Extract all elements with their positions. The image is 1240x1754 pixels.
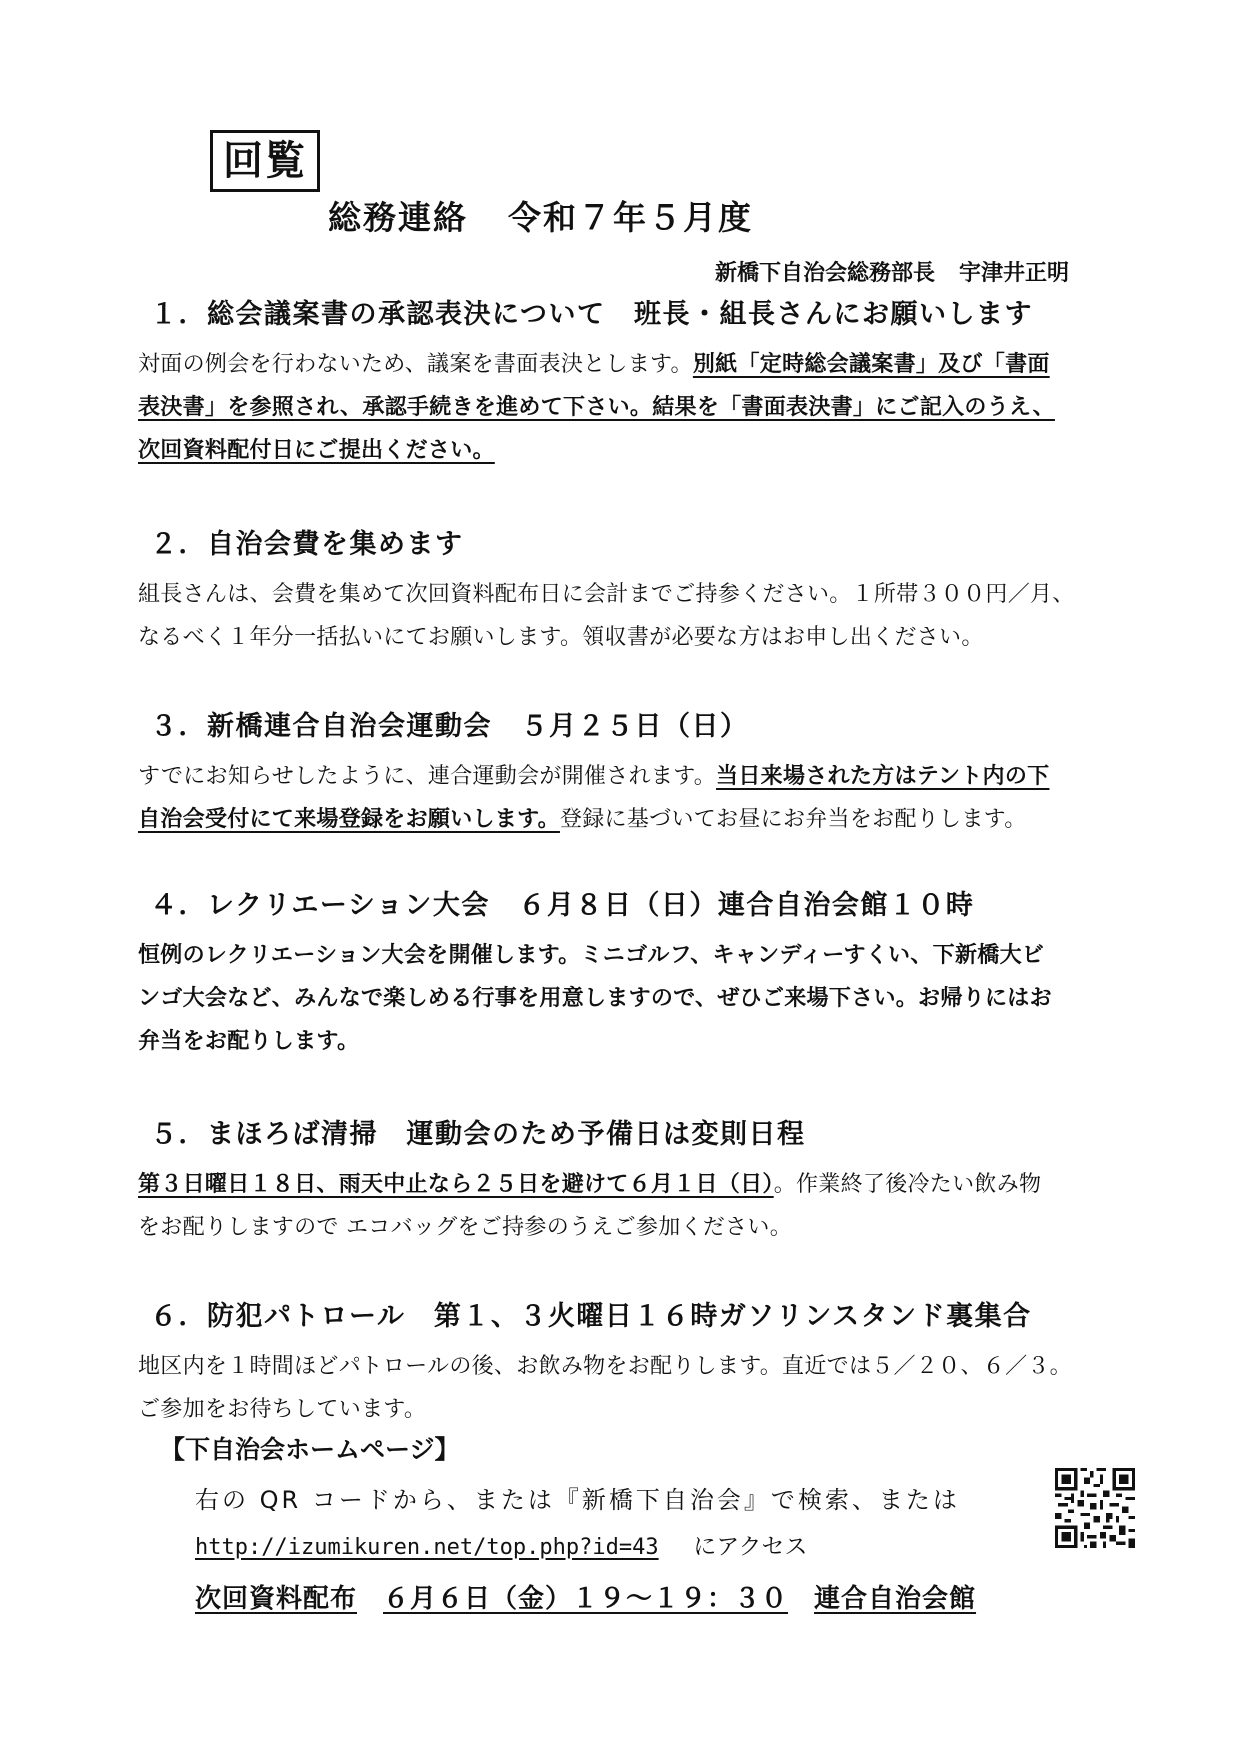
section-heading: ５．まほろば清掃 運動会のため予備日は変則日程 [150, 1119, 806, 1150]
next-distribution-label: 次回資料配布 [195, 1584, 358, 1614]
body-line: 弁当をお配りします。 [138, 1029, 360, 1054]
body-line: ンゴ大会など、みんなで楽しめる行事を用意しますので、ぜひご来場下さい。お帰りにはお [138, 986, 1052, 1011]
body-line-underlined: 表決書」を参照され、承認手続きを進めて下さい。結果を「書面表決書」にご記入のうえ、 [138, 395, 1055, 420]
body-line: 地区内を１時間ほどパトロールの後、お飲み物をお配りします。直近では５／２０、６／３。 [138, 1354, 1072, 1379]
homepage-instructions: 右の QR コードから、または『新橋下自治会』で検索、または [195, 1486, 960, 1514]
document-title [328, 192, 753, 239]
body-text-underlined: 別紙「定時総会議案書」及び「書面 [692, 352, 1050, 377]
section-6 [138, 1294, 1168, 1431]
section-4 [138, 883, 1168, 1063]
section-heading: ４．レクリエーション大会 ６月８日（日）連合自治会館１０時 [150, 890, 975, 921]
section-2 [138, 522, 1168, 659]
title-main: 総務連絡 [328, 198, 468, 237]
author-org: 新橋下自治会総務部長 [715, 261, 936, 286]
body-text: 登録に基づいてお昼にお弁当をお配りします。 [559, 807, 1027, 832]
title-period: 令和７年５月度 [508, 198, 753, 237]
body-line [138, 798, 1168, 841]
author-name: 宇津井正明 [959, 261, 1070, 286]
body-line: なるべく１年分一括払いにてお願いします。領収書が必要な方はお申し出ください。 [138, 625, 984, 650]
next-distribution-date: ６月６日（金）１９～１９：３０ [383, 1584, 789, 1614]
body-text-underlined: 当日来場された方はテント内の下 [716, 764, 1050, 789]
section-heading: ２．自治会費を集めます [150, 529, 464, 560]
body-line: 恒例のレクリエーション大会を開催します。ミニゴルフ、キャンディーすくい、下新橋大ビ [138, 943, 1045, 968]
section-body [138, 1345, 1168, 1431]
section-body [138, 934, 1168, 1063]
section-body [138, 1163, 1168, 1249]
homepage-url-link[interactable]: http://izumikuren.net/top.php?id=43 [195, 1535, 659, 1560]
section-5 [138, 1112, 1168, 1249]
section-body [138, 755, 1168, 841]
body-line: 組長さんは、会費を集めて次回資料配布日に会計までご持参ください。１所帯３００円／月、 [138, 582, 1075, 607]
qr-code-icon[interactable] [1055, 1468, 1135, 1548]
section-3 [138, 704, 1168, 841]
homepage-access-text: にアクセス [693, 1534, 808, 1560]
author-line [715, 256, 1069, 287]
circulation-stamp: 回覧 [210, 130, 320, 192]
body-text: 対面の例会を行わないため、議案を書面表決とします。 [138, 352, 693, 377]
body-text-underlined: 自治会受付にて来場登録をお願いします。 [138, 807, 560, 832]
homepage-heading: 【下自治会ホームページ】 [160, 1435, 460, 1464]
section-heading: ６．防犯パトロール 第１、３火曜日１６時ガソリンスタンド裏集合 [150, 1301, 1032, 1332]
section-1 [138, 292, 1168, 472]
homepage-url-line [195, 1528, 808, 1561]
next-distribution-place: 連合自治会館 [814, 1584, 977, 1614]
body-line-underlined: 次回資料配付日にご提出ください。 [138, 438, 495, 463]
section-heading: １．総会議案書の承認表決について 班長・組長さんにお願いします [150, 299, 1033, 330]
next-distribution-line [195, 1578, 976, 1615]
body-line: をお配りしますので エコバッグをご持参のうえご参加ください。 [138, 1215, 792, 1240]
body-text: すでにお知らせしたように、連合運動会が開催されます。 [138, 764, 717, 789]
body-text: 。作業終了後冷たい飲み物 [773, 1172, 1042, 1197]
section-body [138, 573, 1168, 659]
body-line [138, 1163, 1168, 1206]
section-body [138, 343, 1168, 472]
body-line [138, 343, 1168, 386]
body-text-underlined: 第３日曜日１８日、雨天中止なら２５日を避けて６月１日（日） [138, 1172, 774, 1197]
section-heading: ３．新橋連合自治会運動会 ５月２５日（日） [150, 711, 749, 742]
body-line [138, 755, 1168, 798]
body-line: ご参加をお待ちしています。 [138, 1397, 427, 1422]
